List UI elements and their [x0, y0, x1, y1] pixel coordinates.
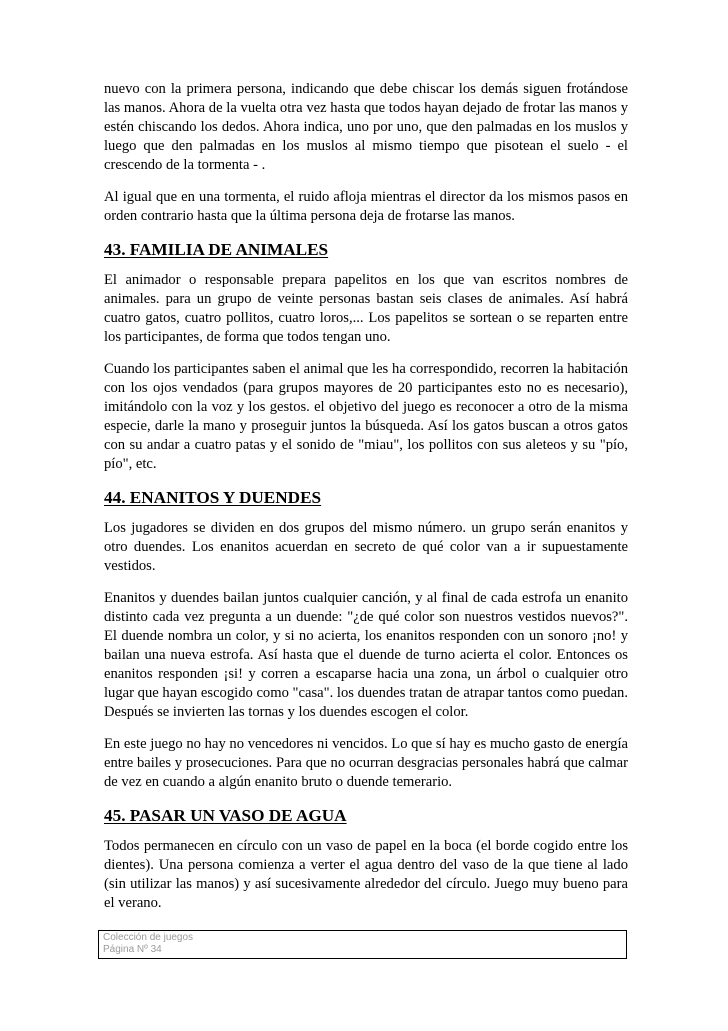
paragraph-enanitos-note: En este juego no hay no vencedores ni vencidos. Lo que sí hay es mucho gasto de energía entre bailes y prosecuciones. Para que no ocurran desgracias personales habrá que calmar de vez en cuando a algún enanito bruto o duende temerario.	[104, 736, 628, 790]
page-body	[104, 80, 628, 926]
paragraph-storm-continued: nuevo con la primera persona, indicando que debe chiscar los demás siguen frotándose las manos. Ahora de la vuelta otra vez hasta que todos hayan dejado de frotar las manos y estén chiscando los dedos. Ahora indica, uno por uno, que den palmadas en los muslos y luego que den palmadas en los muslos al mismo tiempo que pisotean el suelo - el crescendo de la tormenta - .	[104, 81, 628, 173]
footer-collection-title: Colección de juegos	[103, 932, 194, 943]
paragraph-animales-setup: El animador o responsable prepara papelitos en los que van escritos nombres de animales. para un grupo de veinte personas bastan seis clases de animales. Así habrá cuatro gatos, cuatro pollitos, cuatro loros,... Los papelitos se sortean o se reparten entre los participantes, de forma que todos tengan uno.	[104, 272, 628, 345]
paragraph-enanitos-play: Enanitos y duendes bailan juntos cualquier canción, y al final de cada estrofa un enanito distinto cada vez pregunta a un duende: "¿de qué color son nuestros vestidos nuevos?". El duende nombra un color, y si no acierta, los enanitos responden con un sonoro ¡no! y bailan una nueva estrofa. Así hasta que el duende de turno acierta el color. Entonces os enanitos responden ¡si! y corren a escaparse hacia una zona, un árbol o cualquier otro lugar que hayan escogido como "casa". los duendes tratan de atrapar tantos como puedan. Después se invierten las tornas y los duendes escogen el color.	[104, 590, 628, 720]
paragraph-animales-play: Cuando los participantes saben el animal que les ha correspondido, recorren la habitación con los ojos vendados (para grupos mayores de 20 participantes esto no es necesario), imitándolo con la voz y los gestos. el objetivo del juego es reconocer a otro de la misma especie, darle la mano y proseguir juntos la búsqueda. Así los gatos buscan a otros gatos con su andar a cuatro patas y el sonido de "miau", los pollitos con sus aleteos y su "pío, pío", etc.	[104, 361, 628, 472]
footer-page-number: Página Nº 34	[103, 944, 162, 955]
paragraph-storm-ending: Al igual que en una tormenta, el ruido afloja mientras el director da los mismos pasos en orden contrario hasta que la última persona deja de frotarse las manos.	[104, 189, 628, 224]
paragraph-vaso-de-agua: Todos permanecen en círculo con un vaso de papel en la boca (el borde cogido entre los dientes). Una persona comienza a verter el agua dentro del vaso de la que tiene al lado (sin utilizar las manos) y así sucesivamente alrededor del círculo. Juego muy bueno para el verano.	[104, 838, 628, 911]
heading-familia-de-animales: 43. FAMILIA DE ANIMALES	[104, 240, 329, 259]
paragraph-enanitos-setup: Los jugadores se dividen en dos grupos del mismo número. un grupo serán enanitos y otro duendes. Los enanitos acuerdan en secreto de qué color van a ir supuestamente vestidos.	[104, 520, 628, 574]
page-footer	[98, 930, 627, 959]
heading-pasar-un-vaso-de-agua: 45. PASAR UN VASO DE AGUA	[104, 806, 347, 825]
heading-enanitos-y-duendes: 44. ENANITOS Y DUENDES	[104, 488, 322, 507]
